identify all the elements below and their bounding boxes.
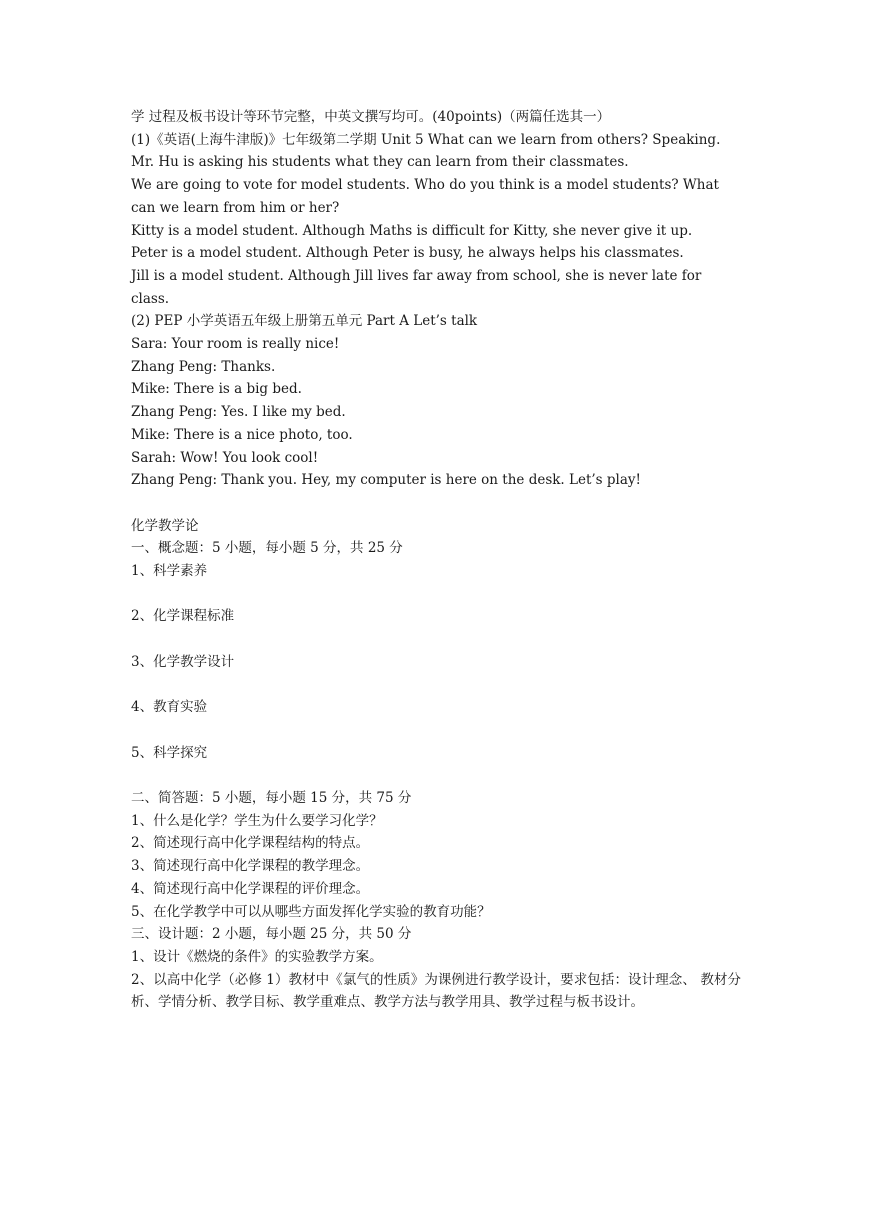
concept-question: 2、化学课程标准 [131, 608, 235, 625]
dialogue-line: Sara: Your room is really nice! [131, 336, 340, 353]
concept-question: 4、教育实验 [131, 699, 208, 716]
english-option2-title: (2) PEP 小学英语五年级上册第五单元 Part A Let’s talk [131, 313, 478, 330]
concept-question: 1、科学素养 [131, 563, 208, 580]
short-answer-question: 5、在化学教学中可以从哪些方面发挥化学实验的教育功能？ [131, 903, 491, 920]
dialogue-line: Zhang Peng: Yes. I like my bed. [131, 404, 346, 421]
option1-line: We are going to vote for model students. Who do you think is a model students? What can we learn from him or her? [131, 177, 724, 216]
chemistry-title: 化学教学论 [131, 517, 199, 534]
english-option1-title: (1)《英语(上海牛津版)》七年级第二学期 Unit 5 What can we learn from others? Speaking. [131, 131, 721, 148]
document-body [131, 106, 741, 1014]
spacer [131, 674, 741, 697]
option1-line: Kitty is a model student. Although Maths is difficult for Kitty, she never give it up. [131, 222, 693, 239]
spacer [131, 764, 741, 787]
english-intro-text: 学 过程及板书设计等环节完整，中英文撰写均可。(40points)（两篇任选其一） [131, 109, 611, 125]
part3-heading: 三、设计题：2 小题，每小题 25 分，共 50 分 [131, 926, 412, 943]
short-answer-question: 1、什么是化学？学生为什么要学习化学？ [131, 812, 383, 829]
dialogue-line: Zhang Peng: Thank you. Hey, my computer is here on the desk. Let’s play! [131, 472, 641, 489]
short-answer-question: 2、简述现行高中化学课程结构的特点。 [131, 835, 370, 852]
spacer [131, 628, 741, 651]
option1-line: Mr. Hu is asking his students what they can learn from their classmates. [131, 154, 629, 171]
dialogue-line: Sarah: Wow! You look cool! [131, 449, 319, 466]
short-answer-question: 3、简述现行高中化学课程的教学理念。 [131, 858, 370, 875]
spacer [131, 492, 741, 515]
spacer [131, 719, 741, 742]
option1-line: Peter is a model student. Although Peter is busy, he always helps his classmates. [131, 245, 684, 262]
design-question: 2、以高中化学（必修 1）教材中《氯气的性质》为课例进行教学设计，要求包括：设计理念、 教材分析、学情分析、教学目标、教学重难点、教学方法与教学用具、教学过程与板书设计。 [131, 971, 741, 1011]
dialogue-line: Mike: There is a big bed. [131, 381, 302, 398]
part1-heading: 一、概念题：5 小题，每小题 5 分，共 25 分 [131, 540, 403, 557]
concept-question: 5、科学探究 [131, 744, 208, 761]
design-question: 1、设计《燃烧的条件》的实验教学方案。 [131, 948, 383, 965]
spacer [131, 583, 741, 606]
concept-question: 3、化学教学设计 [131, 653, 235, 670]
dialogue-line: Mike: There is a nice photo, too. [131, 426, 353, 443]
part2-heading: 二、简答题：5 小题，每小题 15 分，共 75 分 [131, 790, 412, 806]
dialogue-line: Zhang Peng: Thanks. [131, 358, 276, 375]
short-answer-question: 4、简述现行高中化学课程的评价理念。 [131, 880, 370, 897]
option1-line: Jill is a model student. Although Jill lives far away from school, she is never late for class. [131, 267, 706, 307]
